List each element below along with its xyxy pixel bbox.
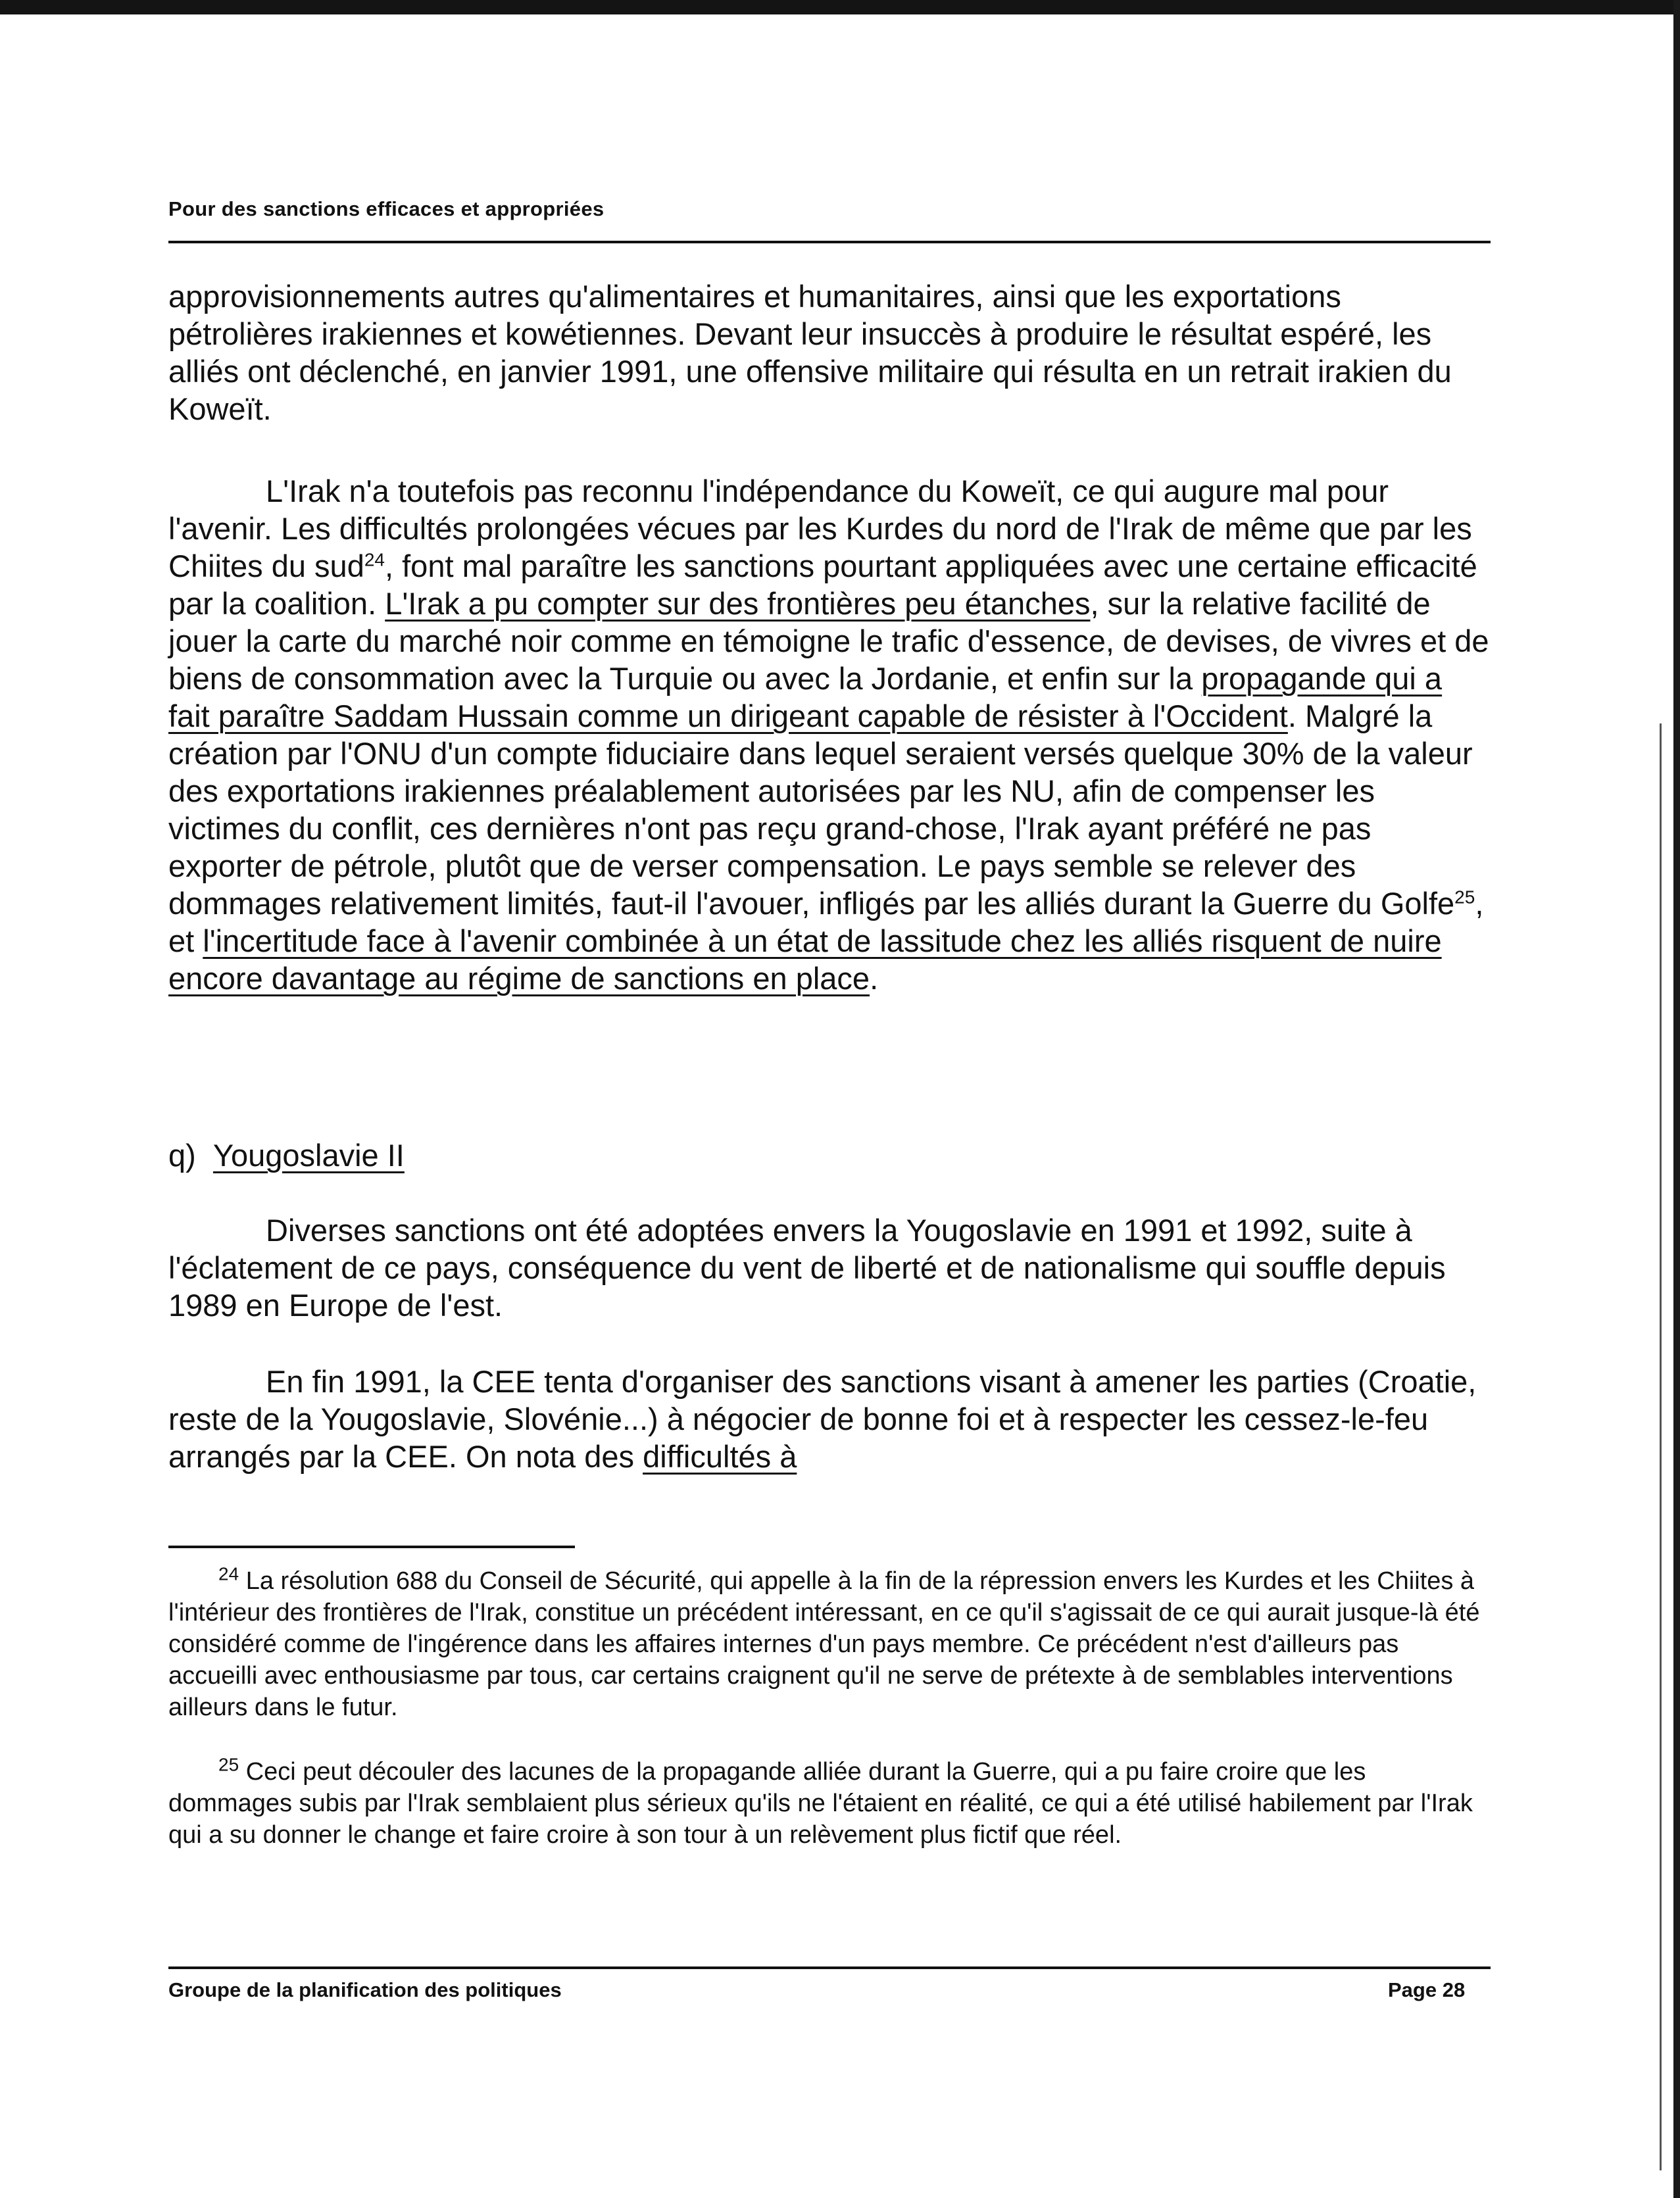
- section-heading: [168, 1136, 1491, 1174]
- underlined-phrase-4: difficultés à: [643, 1439, 797, 1474]
- underlined-phrase-1: L'Irak a pu compter sur des frontières peu étanches: [385, 586, 1091, 621]
- scan-border-top: [0, 0, 1680, 14]
- page-number: Page 28: [1388, 1978, 1466, 2001]
- main-text-2: [168, 472, 1491, 997]
- footnotes: [168, 1565, 1491, 1884]
- scan-shadow-right: [1660, 723, 1662, 2170]
- main-text-4: [168, 1363, 1491, 1475]
- footnote-24: $^{24}$ La résolution 688 du Conseil de Sécurité, qui appelle à la fin de la répression envers les Kurdes et les Chiites à l'intérieur des frontières de l'Irak, constitue un précédent intéressant, en ce qu'il s'agissait de ce qui aurait jusque-là été considéré comme de l'ingérence dans les affaires internes d'un pays membre. Ce précédent n'est d'ailleurs pas accueilli avec enthousiasme par tous, car certains craignent qu'il ne serve de prétexte à de semblables interventions ailleurs dans le futur.: [168, 1563, 1480, 1721]
- paragraph-2: L'Irak n'a toutefois pas reconnu l'indépendance du Koweït, ce qui augure mal pour l'avenir. Les difficultés prolongées vécues par les Kurdes du nord de l'Irak de même que par les Chiites du sud$^{24}$, font mal paraître les sanctions pourtant appliquées avec une certaine efficacité par la coalition. L'Irak a pu compter sur des frontières peu étanches, sur la relative facilité de jouer la carte du marché noir comme en témoigne le trafic d'essence, de devises, de vivres et de biens de consommation avec la Turquie ou avec la Jordanie, et enfin sur la propagande qui a fait paraître Saddam Hussain comme un dirigeant capable de résister à l'Occident. Malgré la création par l'ONU d'un compte fiduciaire dans lequel seraient versés quelque 30% de la valeur des exportations irakiennes préalablement autorisées par les NU, afin de compenser les victimes du conflit, ces dernières n'ont pas reçu grand-chose, l'Irak ayant préféré ne pas exporter de pétrole, plutôt que de verser compensation. Le pays semble se relever des dommages relativement limités, faut-il l'avouer, infligés par les alliés durant la Guerre du Golfe$^{25}$, et l'incertitude face à l'avenir combinée à un état de lassitude chez les alliés risquent de nuire encore davantage au régime de sanctions en place.: [168, 474, 1489, 996]
- page-header: Pour des sanctions efficaces et appropriées: [168, 197, 605, 220]
- section-marker: q): [168, 1138, 196, 1173]
- section-title: Yougoslavie II: [212, 1138, 405, 1173]
- footnote-ref-25: 25: [1454, 887, 1475, 908]
- paragraph-3: Diverses sanctions ont été adoptées envers la Yougoslavie en 1991 et 1992, suite à l'éclatement de ce pays, conséquence du vent de liberté et de nationalisme qui souffle depuis 1989 en Europe de l'est.: [168, 1213, 1446, 1323]
- footnote-25: $^{25}$ Ceci peut découler des lacunes de la propagande alliée durant la Guerre, qui a pu faire croire que les dommages subis par l'Irak semblaient plus sérieux qu'ils ne l'étaient en réalité, ce qui a été utilisé habilement par l'Irak qui a su donner le change et faire croire à son tour à un relèvement plus fictif que réel.: [168, 1754, 1473, 1849]
- footnote-ref-24: 24: [364, 549, 385, 570]
- paragraph-1: approvisionnements autres qu'alimentaires et humanitaires, ainsi que les exportations pétrolières irakiennes et kowétiennes. Devant leur insuccès à produire le résultat espéré, les alliés ont déclenché, en janvier 1991, une offensive militaire qui résulta en un retrait irakien du Koweït.: [168, 279, 1452, 426]
- scan-border-right: [1673, 0, 1680, 2198]
- header-rule: [168, 241, 1491, 243]
- main-text-3: [168, 1211, 1491, 1324]
- underlined-phrase-2: propagande qui a fait paraître Saddam Hussain comme un dirigeant capable de résister à l'Occident: [168, 661, 1443, 733]
- paragraph-4: En fin 1991, la CEE tenta d'organiser des sanctions visant à amener les parties (Croatie, reste de la Yougoslavie, Slovénie...) à négocier de bonne foi et à respecter les cessez-le-feu arrangés par la CEE. On nota des difficultés à: [168, 1364, 1477, 1474]
- main-text: [168, 278, 1491, 427]
- footer-organization: Groupe de la planification des politiques: [168, 1978, 562, 2001]
- footnote-separator: [168, 1546, 575, 1548]
- footer-rule: [168, 1966, 1491, 1969]
- underlined-phrase-3: l'incertitude face à l'avenir combinée à un état de lassitude chez les alliés risquent de nuire encore davantage au régime de sanctions en place: [168, 923, 1442, 996]
